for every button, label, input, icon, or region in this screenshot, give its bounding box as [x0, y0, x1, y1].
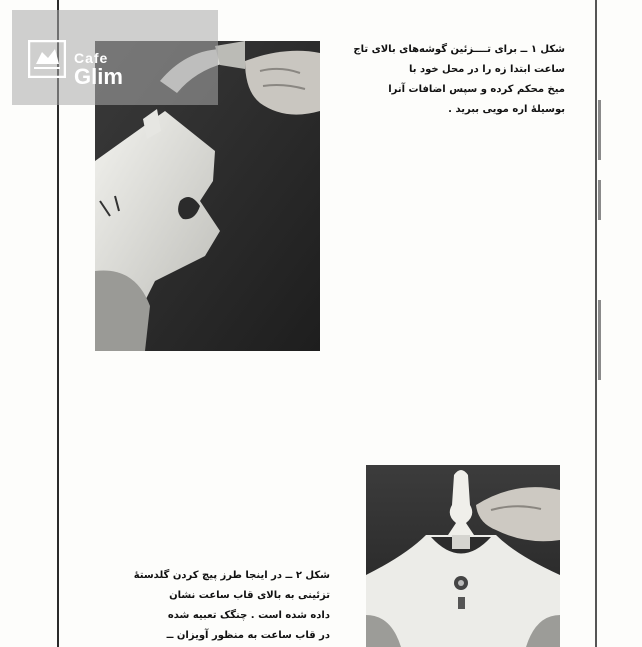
page-edge-mark — [598, 100, 601, 160]
caption-line: شکل ۲ ــ در اینجا طرز پیچ کردن گلدستهٔ — [133, 570, 330, 581]
caption-line: داده شده است . چنگک تعبیه شده — [167, 610, 330, 621]
page-edge-mark — [598, 180, 601, 220]
caption-line: ساعت ابتدا زه را در محل خود با — [408, 64, 565, 75]
caption-line: بوسیلهٔ اره مویی ببرید . — [448, 104, 565, 115]
figure-1-caption — [353, 40, 565, 120]
watermark-logo-icon — [28, 40, 66, 78]
caption-line: شکل ۱ ــ برای تــــزئین گوشه‌های بالای تاج — [353, 44, 565, 55]
caption-line: در قاب ساعت به منظور آویزان ــ — [166, 630, 330, 641]
caption-line: تزئینی به بالای قاب ساعت نشان — [169, 590, 330, 601]
figure-2-photo — [366, 465, 560, 647]
watermark-text-glim: Glim — [74, 64, 123, 89]
figure-2-caption — [133, 566, 330, 646]
cafe-glim-watermark — [12, 10, 218, 105]
right-margin-line — [595, 0, 597, 647]
watermark-text-cafe: Cafe — [74, 50, 109, 66]
page-edge-mark — [598, 300, 601, 380]
caption-line: میخ محکم کرده و سپس اضافات آنرا — [388, 84, 565, 95]
